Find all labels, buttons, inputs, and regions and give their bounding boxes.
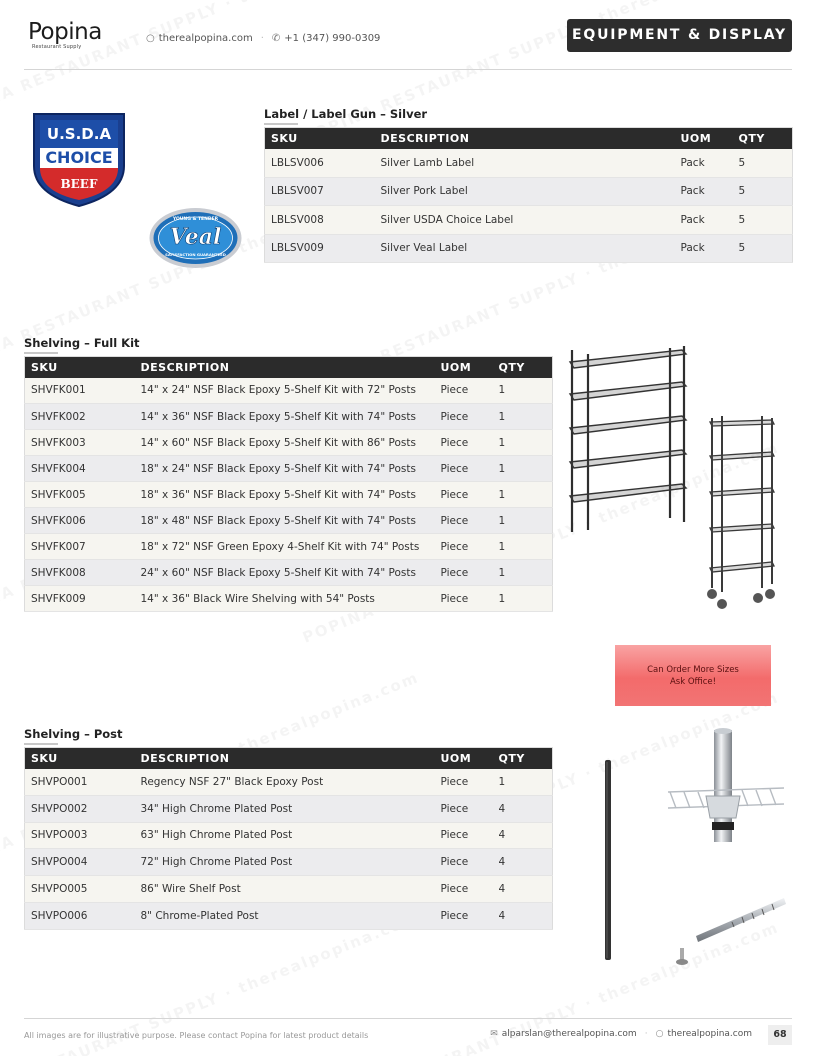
table-row <box>265 206 793 235</box>
table-row <box>25 430 553 456</box>
footer-website-link[interactable]: therealpopina.com <box>667 1029 752 1039</box>
column-header-description: DESCRIPTION <box>135 357 435 378</box>
cell-uom: Piece <box>435 456 493 482</box>
cell-uom: Piece <box>435 795 493 822</box>
cell-sku: SHVFK003 <box>25 430 135 456</box>
veal-label-image <box>147 206 244 270</box>
cell-qty: 4 <box>493 849 553 876</box>
table-row <box>25 822 553 849</box>
footer-disclaimer: All images are for illustrative purpose. Please contact Popina for latest product details <box>24 1031 369 1040</box>
section-title-labels: Label / Label Gun – Silver <box>264 107 428 121</box>
header-website-link[interactable]: therealpopina.com <box>158 33 253 44</box>
chrome-plated-post-image <box>672 890 786 970</box>
cell-uom: Piece <box>435 876 493 903</box>
cell-sku: LBLSV009 <box>265 234 375 263</box>
column-header-sku: SKU <box>25 748 135 769</box>
phone-icon: ✆ <box>271 33 281 44</box>
table-row <box>25 534 553 560</box>
table-header-row <box>25 357 553 378</box>
cell-uom: Piece <box>435 822 493 849</box>
table-row <box>25 586 553 612</box>
globe-icon: ○ <box>655 1029 664 1039</box>
labels-table <box>264 127 793 263</box>
cell-description: 14" x 60" NSF Black Epoxy 5-Shelf Kit with 86" Posts <box>135 430 435 456</box>
column-header-uom: UOM <box>435 357 493 378</box>
black-shelving-kit-image <box>566 342 690 534</box>
table-row <box>25 849 553 876</box>
table-row <box>25 508 553 534</box>
cell-sku: SHVFK007 <box>25 534 135 560</box>
table-row <box>25 482 553 508</box>
table-row <box>265 234 793 263</box>
shelving-kit-table <box>24 356 553 612</box>
cell-qty: 1 <box>493 404 553 430</box>
cell-uom: Piece <box>435 586 493 612</box>
cell-qty: 1 <box>493 508 553 534</box>
header-phone[interactable]: +1 (347) 990-0309 <box>284 33 381 44</box>
note-line1: Can Order More Sizes <box>647 665 739 675</box>
veal-top-text: YOUNG & TENDER <box>172 217 219 222</box>
logo-text: Popina <box>28 19 102 45</box>
cell-description: Silver Veal Label <box>375 234 675 263</box>
brand-logo[interactable] <box>28 20 102 50</box>
table-row <box>25 902 553 929</box>
cell-sku: SHVFK006 <box>25 508 135 534</box>
cell-description: 18" x 48" NSF Black Epoxy 5-Shelf Kit with 74" Posts <box>135 508 435 534</box>
globe-icon: ○ <box>146 33 155 44</box>
cell-description: 14" x 24" NSF Black Epoxy 5-Shelf Kit with 72" Posts <box>135 378 435 404</box>
cell-uom: Piece <box>435 534 493 560</box>
column-header-sku: SKU <box>265 128 375 149</box>
cell-qty: 4 <box>493 876 553 903</box>
usda-choice-beef-image <box>30 108 128 208</box>
cell-sku: SHVFK002 <box>25 404 135 430</box>
cell-description: Silver Pork Label <box>375 177 675 206</box>
table-row <box>265 149 793 178</box>
cell-description: 14" x 36" NSF Black Epoxy 5-Shelf Kit with 74" Posts <box>135 404 435 430</box>
shelving-post-table <box>24 747 553 930</box>
cell-sku: SHVFK008 <box>25 560 135 586</box>
separator-dot: · <box>260 33 264 44</box>
cell-sku: SHVPO006 <box>25 902 135 929</box>
chrome-post-detail-image <box>666 726 786 846</box>
logo-tagline: Restaurant Supply <box>32 44 82 50</box>
category-badge: EQUIPMENT & DISPLAY <box>567 19 792 52</box>
section-title-shelving-kit: Shelving – Full Kit <box>24 336 140 350</box>
table-row <box>25 456 553 482</box>
section-title-shelving-post: Shelving – Post <box>24 727 123 741</box>
cell-qty: 1 <box>493 456 553 482</box>
column-header-description: DESCRIPTION <box>135 748 435 769</box>
table-row <box>25 404 553 430</box>
column-header-qty: QTY <box>733 128 793 149</box>
cell-qty: 1 <box>493 560 553 586</box>
note-line2: Ask Office! <box>669 677 717 687</box>
column-header-uom: UOM <box>675 128 733 149</box>
cell-uom: Pack <box>675 234 733 263</box>
cell-uom: Pack <box>675 206 733 235</box>
page-footer <box>24 1018 792 1050</box>
cell-qty: 1 <box>493 769 553 796</box>
cell-uom: Piece <box>435 849 493 876</box>
cell-sku: SHVPO002 <box>25 795 135 822</box>
veal-bottom-text: SATISFACTION GUARANTEED <box>165 252 226 257</box>
page-number: 68 <box>768 1025 792 1045</box>
column-header-qty: QTY <box>493 748 553 769</box>
black-shelving-cart-image <box>702 412 780 612</box>
cell-uom: Piece <box>435 482 493 508</box>
cell-description: Silver USDA Choice Label <box>375 206 675 235</box>
cell-uom: Piece <box>435 378 493 404</box>
black-epoxy-post-image <box>600 758 616 962</box>
cell-sku: SHVPO004 <box>25 849 135 876</box>
cell-sku: LBLSV007 <box>265 177 375 206</box>
table-row <box>25 769 553 796</box>
table-row <box>25 876 553 903</box>
cell-sku: LBLSV006 <box>265 149 375 178</box>
cell-description: Regency NSF 27" Black Epoxy Post <box>135 769 435 796</box>
cell-qty: 5 <box>733 234 793 263</box>
column-header-sku: SKU <box>25 357 135 378</box>
cell-sku: SHVPO001 <box>25 769 135 796</box>
cell-uom: Piece <box>435 508 493 534</box>
cell-description: 63" High Chrome Plated Post <box>135 822 435 849</box>
table-row <box>25 378 553 404</box>
cell-qty: 4 <box>493 795 553 822</box>
separator-dot: · <box>644 1029 648 1039</box>
order-more-sizes-note <box>615 645 771 706</box>
table-row <box>25 560 553 586</box>
cell-qty: 5 <box>733 206 793 235</box>
column-header-description: DESCRIPTION <box>375 128 675 149</box>
cell-qty: 1 <box>493 378 553 404</box>
cell-uom: Pack <box>675 177 733 206</box>
cell-uom: Pack <box>675 149 733 178</box>
cell-description: Silver Lamb Label <box>375 149 675 178</box>
cell-qty: 1 <box>493 482 553 508</box>
cell-uom: Piece <box>435 404 493 430</box>
cell-description: 34" High Chrome Plated Post <box>135 795 435 822</box>
veal-main-text: Veal <box>169 224 222 250</box>
cell-qty: 4 <box>493 822 553 849</box>
column-header-qty: QTY <box>493 357 553 378</box>
cell-description: 14" x 36" Black Wire Shelving with 54" Posts <box>135 586 435 612</box>
usda-line3: BEEF <box>60 177 98 191</box>
cell-sku: SHVPO003 <box>25 822 135 849</box>
table-header-row <box>25 748 553 769</box>
cell-description: 86" Wire Shelf Post <box>135 876 435 903</box>
cell-sku: SHVFK005 <box>25 482 135 508</box>
mail-icon: ✉ <box>490 1029 498 1039</box>
cell-sku: LBLSV008 <box>265 206 375 235</box>
footer-email-link[interactable]: alparslan@therealpopina.com <box>501 1029 637 1039</box>
cell-description: 72" High Chrome Plated Post <box>135 849 435 876</box>
cell-qty: 1 <box>493 534 553 560</box>
cell-qty: 4 <box>493 902 553 929</box>
column-header-uom: UOM <box>435 748 493 769</box>
footer-contact <box>490 1029 752 1039</box>
table-row <box>25 795 553 822</box>
cell-description: 18" x 72" NSF Green Epoxy 4-Shelf Kit with 74" Posts <box>135 534 435 560</box>
cell-description: 8" Chrome-Plated Post <box>135 902 435 929</box>
cell-uom: Piece <box>435 560 493 586</box>
cell-qty: 5 <box>733 149 793 178</box>
cell-qty: 5 <box>733 177 793 206</box>
page-header <box>24 14 792 70</box>
cell-uom: Piece <box>435 430 493 456</box>
usda-line1: U.S.D.A <box>46 125 112 143</box>
cell-uom: Piece <box>435 902 493 929</box>
cell-sku: SHVFK004 <box>25 456 135 482</box>
cell-description: 18" x 24" NSF Black Epoxy 5-Shelf Kit with 74" Posts <box>135 456 435 482</box>
cell-qty: 1 <box>493 586 553 612</box>
cell-sku: SHVFK001 <box>25 378 135 404</box>
cell-qty: 1 <box>493 430 553 456</box>
usda-line2: CHOICE <box>45 148 113 167</box>
cell-description: 18" x 36" NSF Black Epoxy 5-Shelf Kit with 74" Posts <box>135 482 435 508</box>
cell-uom: Piece <box>435 769 493 796</box>
cell-description: 24" x 60" NSF Black Epoxy 5-Shelf Kit with 74" Posts <box>135 560 435 586</box>
table-row <box>265 177 793 206</box>
cell-sku: SHVFK009 <box>25 586 135 612</box>
cell-sku: SHVPO005 <box>25 876 135 903</box>
header-contact <box>146 33 380 44</box>
table-header-row <box>265 128 793 149</box>
